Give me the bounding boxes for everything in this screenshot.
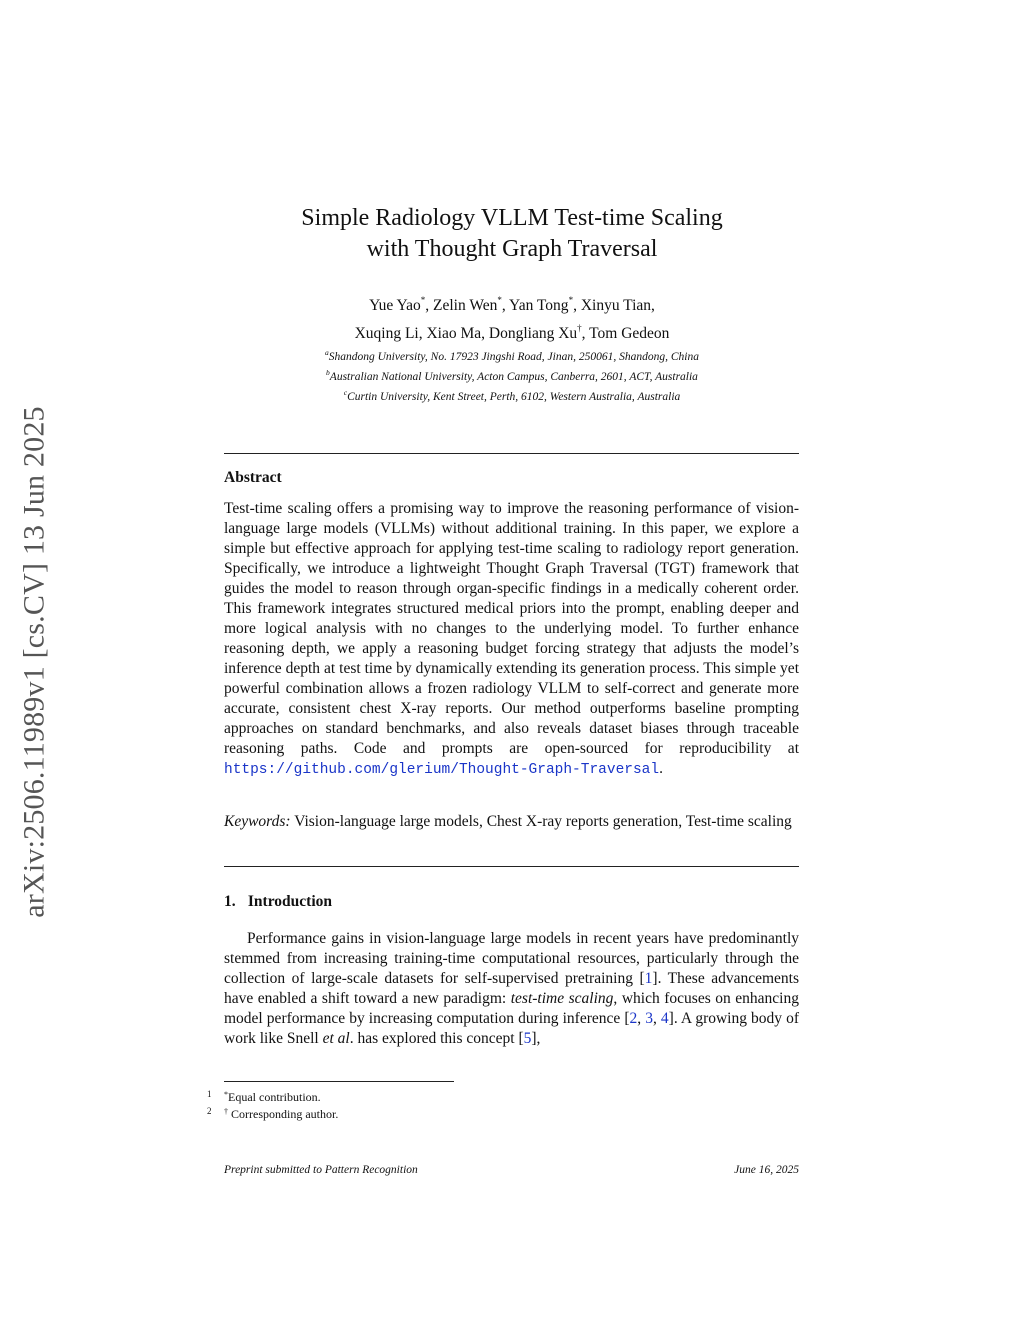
author: Dongliang Xu <box>488 325 578 342</box>
title-line-2: with Thought Graph Traversal <box>366 236 658 262</box>
affiliation: $^a$Shandong University, No. 17923 Jingshi Road, Jinan, 250061, Shandong, China <box>325 348 699 363</box>
footer-submission: Preprint submitted to Pattern Recognition <box>224 1164 418 1176</box>
footnote: 2 † Corresponding author. <box>207 1106 339 1121</box>
author: Zelin Wen <box>433 297 498 314</box>
citation-link[interactable]: 1 <box>644 970 653 987</box>
abstract-body: Test-time scaling offers a promising way to improve the reasoning performance of vision-language large models (VLLMs) without additional training. In this paper, we explore a simple but effective approach for applying test-time scaling to radiology report generation. Specifically, we introduce a lightweight Thought Graph Traversal (TGT) framework that guides the model to reason through organ-specific findings in a medically coherent order. This framework integrates structured medical priors into the prompt, enabling deeper and more logical analysis with no changes to the underlying model. To further enhance reasoning depth, we apply a reasoning budget forcing strategy that adjusts the model’s inference depth at test time by dynamically extending its generation process. This simple yet powerful combination allows a frozen radiology VLLM to self-correct and generate more accurate, consistent chest X-ray reports. Our method outperforms baseline prompting approaches on standard benchmarks, and also reveals dataset biases through traceable reasoning paths. Code and prompts are open-sourced for reproducibility at https://github.com/glerium/Thought-Graph-Traversal. <box>224 500 799 778</box>
citation-link[interactable]: 3 <box>645 1010 653 1027</box>
author: Xuqing Li <box>354 325 419 342</box>
affiliations <box>224 345 800 405</box>
paper-title <box>224 203 800 265</box>
abstract-heading: Abstract <box>224 469 282 486</box>
divider-top <box>224 453 799 454</box>
keywords-text: Vision-language large models, Chest X-ray reports generation, Test-time scaling <box>294 813 792 830</box>
keywords-label: Keywords: <box>224 813 291 830</box>
introduction-paragraph: Performance gains in vision-language large models in recent years have predominantly stemmed from increasing training-time computational resources, particularly through the collection of large-scale datasets for self-supervised pretraining [1]. These advancements have enabled a shift toward a new paradigm: test-time scaling, which focuses on enhancing model performance by increasing computation during inference [2, 3, 4]. A growing body of work like Snell et al. has explored this concept [5], <box>224 930 800 1047</box>
author: Xiao Ma <box>426 325 482 342</box>
title-line-1: Simple Radiology VLLM Test-time Scaling <box>301 205 723 231</box>
keywords <box>224 812 799 832</box>
code-link[interactable]: https://github.com/glerium/Thought-Graph-Traversal <box>224 762 660 778</box>
arxiv-identifier: arXiv:2506.11989v1 [cs.CV] 13 Jun 2025 <box>18 406 52 918</box>
citation-link[interactable]: 2 <box>629 1010 638 1027</box>
footnote: 1 *Equal contribution. <box>207 1089 321 1104</box>
author-list <box>224 289 800 345</box>
footer-date: June 16, 2025 <box>734 1164 799 1176</box>
author: Yan Tong <box>509 297 569 314</box>
affiliation: $^b$Australian National University, Acton Campus, Canberra, 2601, ACT, Australia <box>326 368 698 383</box>
citation-link[interactable]: 4 <box>660 1010 669 1027</box>
citation-link[interactable]: 5 <box>523 1030 532 1047</box>
author: Yue Yao <box>369 297 421 314</box>
arxiv-sidebar <box>11 372 59 952</box>
author: Xinyu Tian <box>580 297 652 314</box>
divider-bottom <box>224 866 799 867</box>
author-line-1: Yue Yao*, Zelin Wen*, Yan Tong*, Xinyu Tian, <box>369 295 655 314</box>
footnote-rule <box>224 1081 454 1082</box>
section-heading-introduction: 1. Introduction <box>224 893 332 910</box>
author-line-2: Xuqing Li, Xiao Ma, Dongliang Xu†, Tom Gedeon <box>354 323 670 342</box>
author: Tom Gedeon <box>589 325 670 342</box>
affiliation: $^c$Curtin University, Kent Street, Perth, 6102, Western Australia, Australia <box>343 388 681 403</box>
